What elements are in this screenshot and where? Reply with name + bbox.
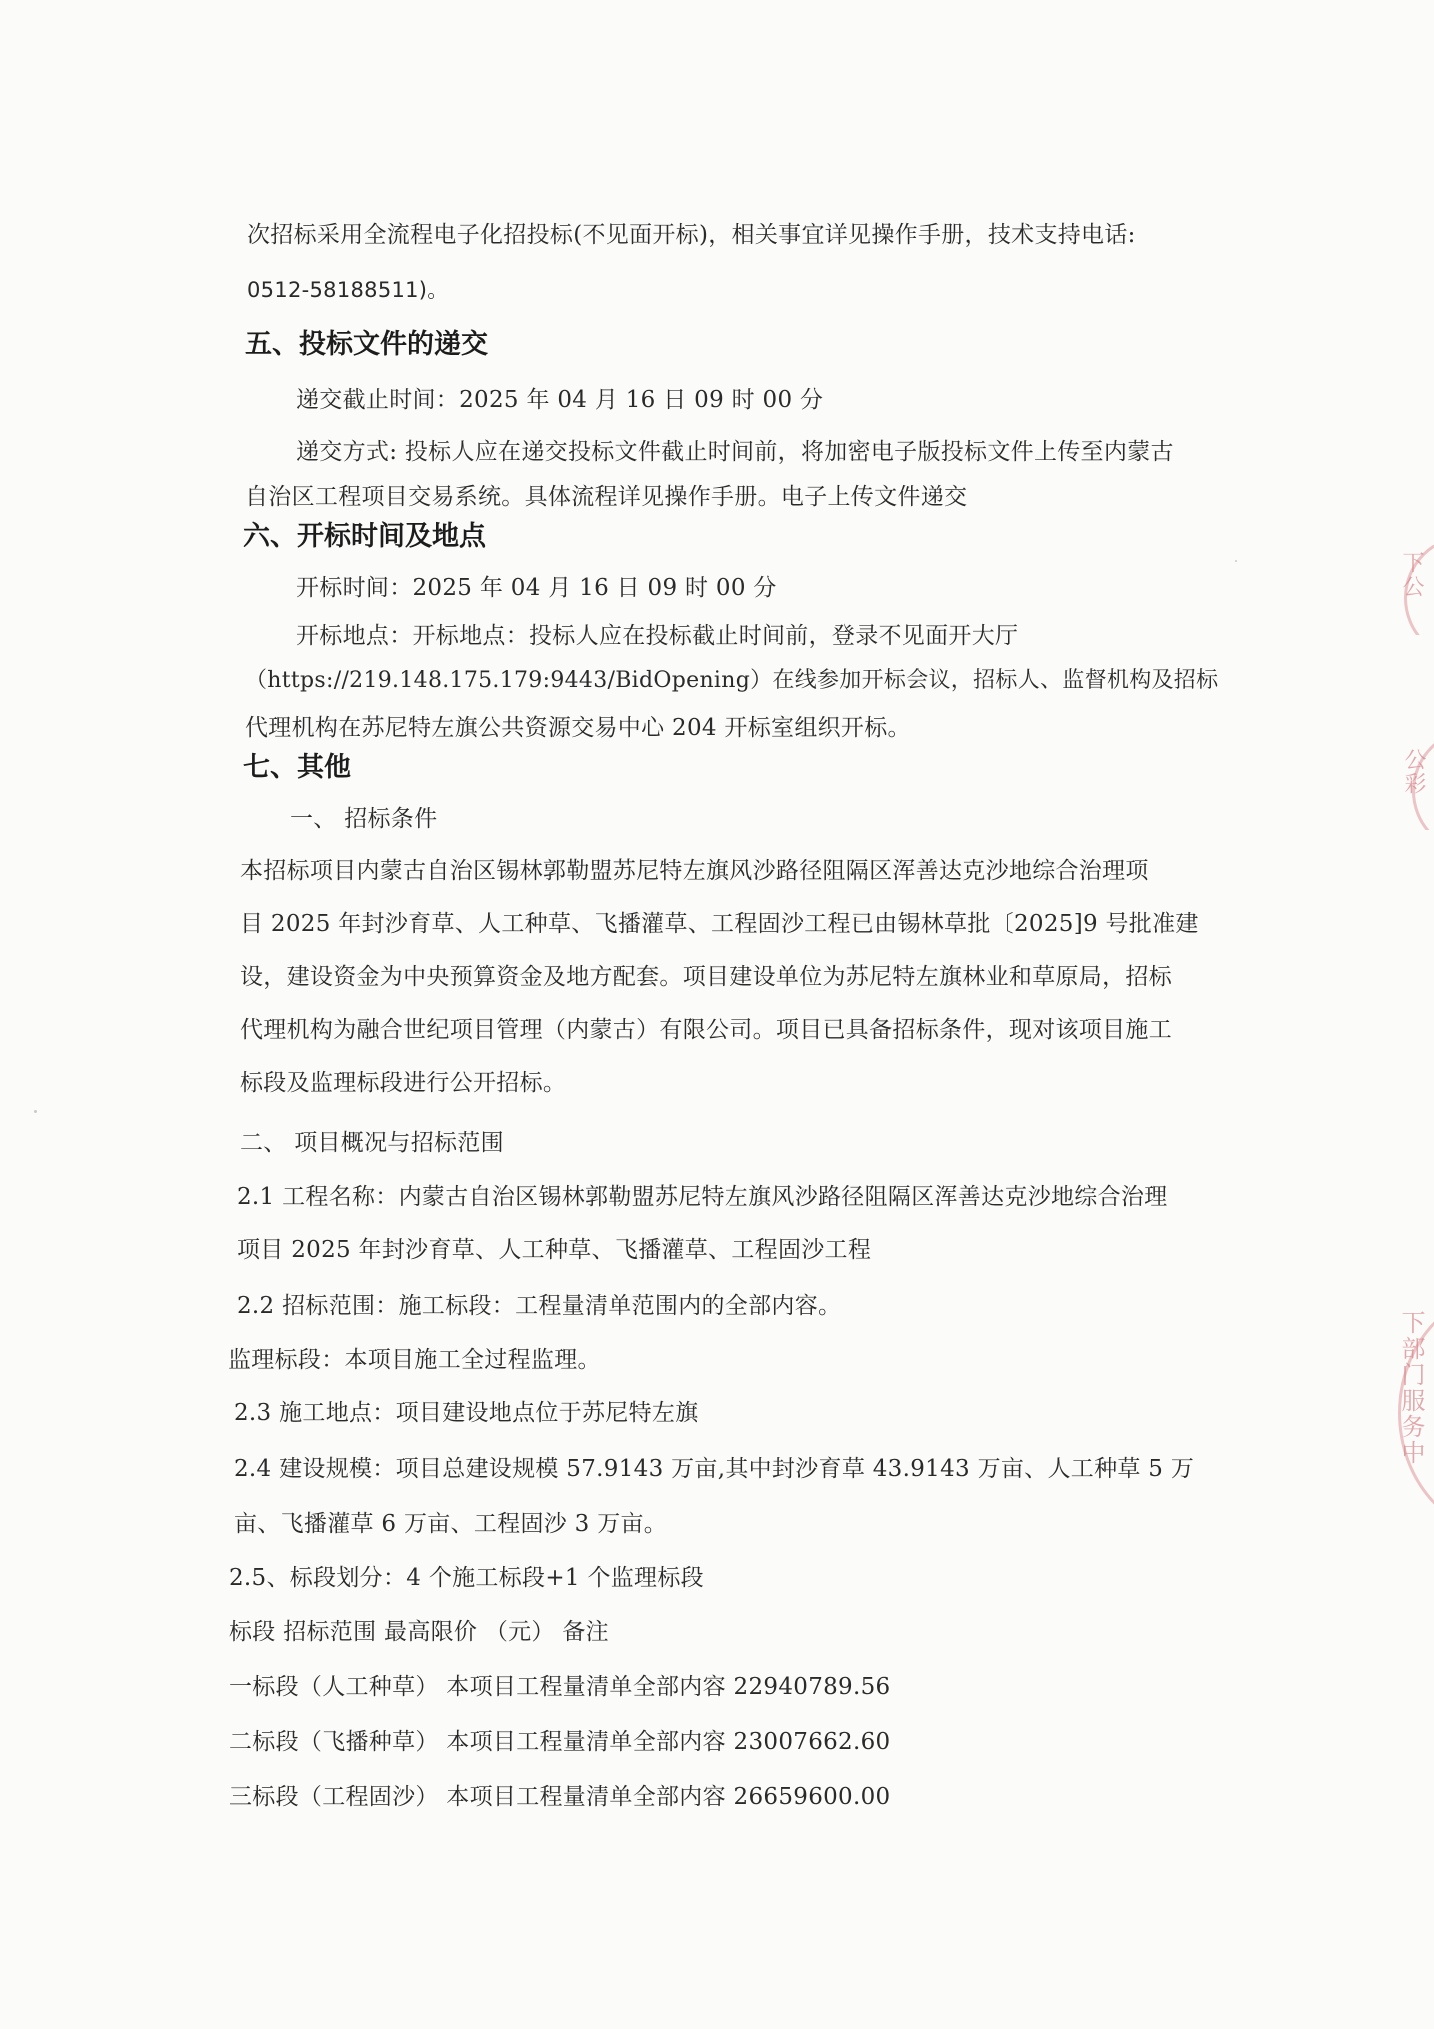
table-header: 标段 招标范围 最高限价 （元） 备注: [229, 1619, 609, 1645]
text-line: （https://219.148.175.179:9443/BidOpening）在线参加开标会议，招标人、监督机构及招标: [245, 668, 1219, 693]
section-heading-6: 六、开标时间及地点: [243, 521, 486, 552]
text-line: 2.5、标段划分：4 个施工标段+1 个监理标段: [229, 1565, 704, 1591]
seal-fragment: 下公: [1382, 545, 1434, 635]
seal-fragment: 下部门服务中: [1382, 1290, 1434, 1540]
seal-fragment: 公彩: [1386, 740, 1434, 830]
text-line: 本招标项目内蒙古自治区锡林郭勒盟苏尼特左旗风沙路径阻隔区浑善达克沙地综合治理项: [240, 858, 1149, 884]
text-line: 递交方式: 投标人应在递交投标文件截止时间前，将加密电子版投标文件上传至内蒙古: [296, 439, 1174, 465]
subsection-heading: 一、 招标条件: [290, 806, 438, 832]
section-heading-5: 五、投标文件的递交: [245, 329, 488, 360]
text-line: 开标地点：开标地点：投标人应在投标截止时间前，登录不见面开大厅: [296, 623, 1019, 649]
text-line: 递交截止时间：2025 年 04 月 16 日 09 时 00 分: [296, 387, 824, 413]
text-line: 次招标采用全流程电子化招投标(不见面开标)，相关事宜详见操作手册，技术支持电话:: [247, 222, 1136, 248]
table-row: 二标段（飞播种草） 本项目工程量清单全部内容 23007662.60: [229, 1729, 891, 1755]
text-line: 项目 2025 年封沙育草、人工种草、飞播灌草、工程固沙工程: [237, 1237, 872, 1263]
table-row: 一标段（人工种草） 本项目工程量清单全部内容 22940789.56: [229, 1674, 891, 1700]
text-line: 代理机构在苏尼特左旗公共资源交易中心 204 开标室组织开标。: [245, 715, 911, 741]
section-heading-7: 七、其他: [243, 752, 351, 783]
scan-speck: [34, 1110, 37, 1113]
text-line: 亩、飞播灌草 6 万亩、工程固沙 3 万亩。: [234, 1511, 668, 1537]
text-line: 自治区工程项目交易系统。具体流程详见操作手册。电子上传文件递交: [245, 484, 968, 510]
text-line: 代理机构为融合世纪项目管理（内蒙古）有限公司。项目已具备招标条件，现对该项目施工: [240, 1017, 1172, 1043]
text-line: 2.3 施工地点：项目建设地点位于苏尼特左旗: [234, 1400, 699, 1426]
text-line: 开标时间：2025 年 04 月 16 日 09 时 00 分: [296, 575, 777, 601]
table-row: 三标段（工程固沙） 本项目工程量清单全部内容 26659600.00: [229, 1784, 891, 1810]
text-line: 2.1 工程名称：内蒙古自治区锡林郭勒盟苏尼特左旗风沙路径阻隔区浑善达克沙地综合治理: [237, 1184, 1168, 1210]
text-line: 设，建设资金为中央预算资金及地方配套。项目建设单位为苏尼特左旗林业和草原局，招标: [240, 964, 1172, 990]
scan-speck: [1235, 560, 1237, 562]
text-line: 标段及监理标段进行公开招标。: [240, 1070, 567, 1096]
text-line: 监理标段：本项目施工全过程监理。: [228, 1347, 601, 1373]
text-line: 0512-58188511)。: [247, 278, 449, 302]
subsection-heading: 二、 项目概况与招标范围: [240, 1130, 504, 1156]
text-line: 2.2 招标范围：施工标段：工程量清单范围内的全部内容。: [237, 1293, 842, 1319]
text-line: 2.4 建设规模：项目总建设规模 57.9143 万亩,其中封沙育草 43.9143 万亩、人工种草 5 万: [234, 1456, 1195, 1482]
text-line: 目 2025 年封沙育草、人工种草、飞播灌草、工程固沙工程已由锡林草批〔2025]9 号批准建: [240, 911, 1199, 937]
